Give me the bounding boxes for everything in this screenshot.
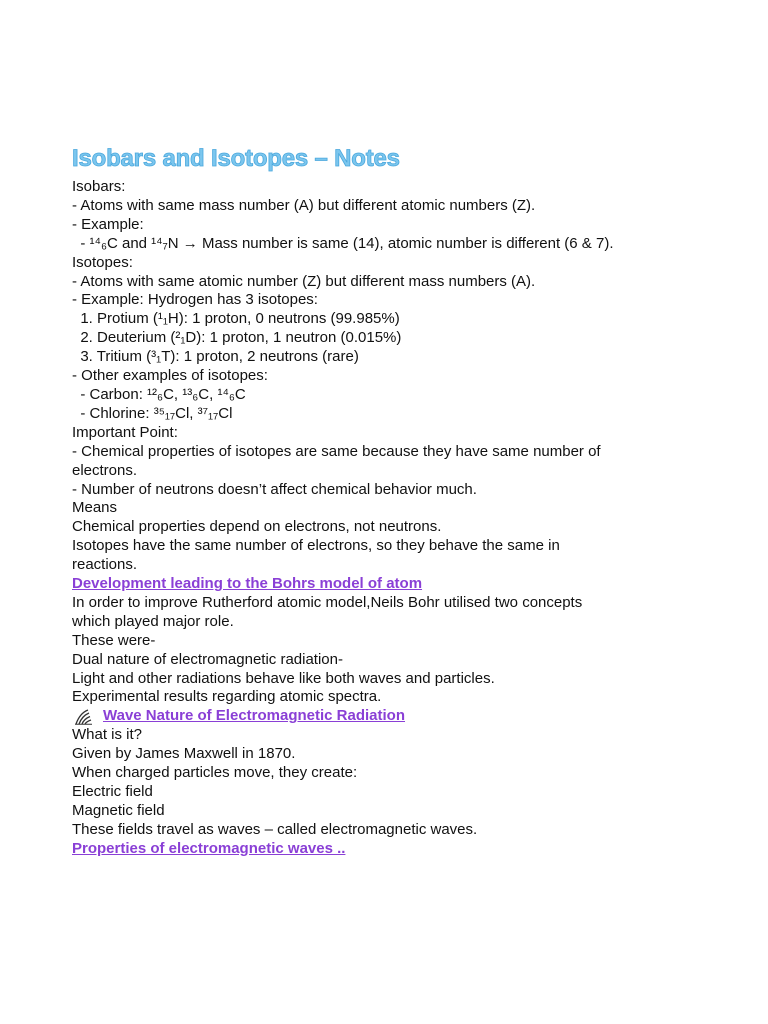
page-title: Isobars and Isotopes – Notes bbox=[72, 145, 400, 172]
text-line: Isotopes: bbox=[72, 253, 133, 271]
text-line: What is it? bbox=[72, 726, 143, 744]
text-line: - Atoms with same atomic number (Z) but different mass numbers (A). bbox=[72, 272, 536, 290]
text-line: reactions. bbox=[72, 556, 138, 574]
text-line: These fields travel as waves – called electromagnetic waves. bbox=[72, 820, 478, 838]
text-line: - Carbon: ¹²₆C, ¹³₆C, ¹⁴₆C bbox=[72, 385, 246, 403]
text-line: 3. Tritium (³₁T): 1 proton, 2 neutrons (rare) bbox=[72, 348, 359, 366]
text-line: Isotopes have the same number of electrons, so they behave the same in bbox=[72, 537, 560, 555]
wave-heading-row bbox=[72, 707, 712, 726]
document-page bbox=[72, 140, 712, 859]
text-line: - Chemical properties of isotopes are same because they have same number of bbox=[72, 442, 601, 460]
text-line: - Chlorine: ³⁵₁₇Cl, ³⁷₁₇Cl bbox=[72, 404, 233, 422]
properties-heading-link[interactable]: Properties of electromagnetic waves .. bbox=[72, 839, 346, 857]
text-line: - Other examples of isotopes: bbox=[72, 367, 268, 385]
text-line: - ¹⁴₆C and ¹⁴₇N → Mass number is same (14), atomic number is different (6 & 7). bbox=[72, 234, 614, 252]
text-line: Chemical properties depend on electrons, not neutrons. bbox=[72, 518, 442, 536]
text-line: 2. Deuterium (²₁D): 1 proton, 1 neutron (0.015%) bbox=[72, 329, 402, 347]
text-line: Electric field bbox=[72, 782, 153, 800]
text-line: - Number of neutrons doesn’t affect chemical behavior much. bbox=[72, 480, 477, 498]
text-line: Light and other radiations behave like both waves and particles. bbox=[72, 669, 495, 687]
text-line: Important Point: bbox=[72, 423, 178, 441]
text-line: electrons. bbox=[72, 461, 138, 479]
bohr-heading-link[interactable]: Development leading to the Bohrs model of atom bbox=[72, 575, 423, 593]
wave-heading-link[interactable]: Wave Nature of Electromagnetic Radiation bbox=[103, 707, 406, 725]
text-line: Given by James Maxwell in 1870. bbox=[72, 745, 296, 763]
text-line: 1. Protium (¹₁H): 1 proton, 0 neutrons (99.985%) bbox=[72, 310, 400, 328]
text-line: In order to improve Rutherford atomic model,Neils Bohr utilised two concepts bbox=[72, 593, 583, 611]
text-line: - Example: bbox=[72, 215, 144, 233]
text-line: - Atoms with same mass number (A) but different atomic numbers (Z). bbox=[72, 196, 536, 214]
properties-section bbox=[72, 840, 712, 859]
text-line: - Example: Hydrogen has 3 isotopes: bbox=[72, 291, 318, 309]
text-line: which played major role. bbox=[72, 612, 234, 630]
text-line: When charged particles move, they create: bbox=[72, 764, 358, 782]
text-line: Experimental results regarding atomic spectra. bbox=[72, 688, 382, 706]
radio-waves-icon bbox=[74, 709, 96, 725]
text-line: These were- bbox=[72, 631, 156, 649]
bohr-section bbox=[72, 575, 712, 707]
text-line: Magnetic field bbox=[72, 801, 165, 819]
wave-nature-section bbox=[72, 707, 712, 839]
text-line: Isobars: bbox=[72, 178, 126, 195]
text-line: Dual nature of electromagnetic radiation- bbox=[72, 650, 343, 668]
isobars-isotopes-notes bbox=[72, 178, 712, 575]
text-line: Means bbox=[72, 499, 118, 517]
